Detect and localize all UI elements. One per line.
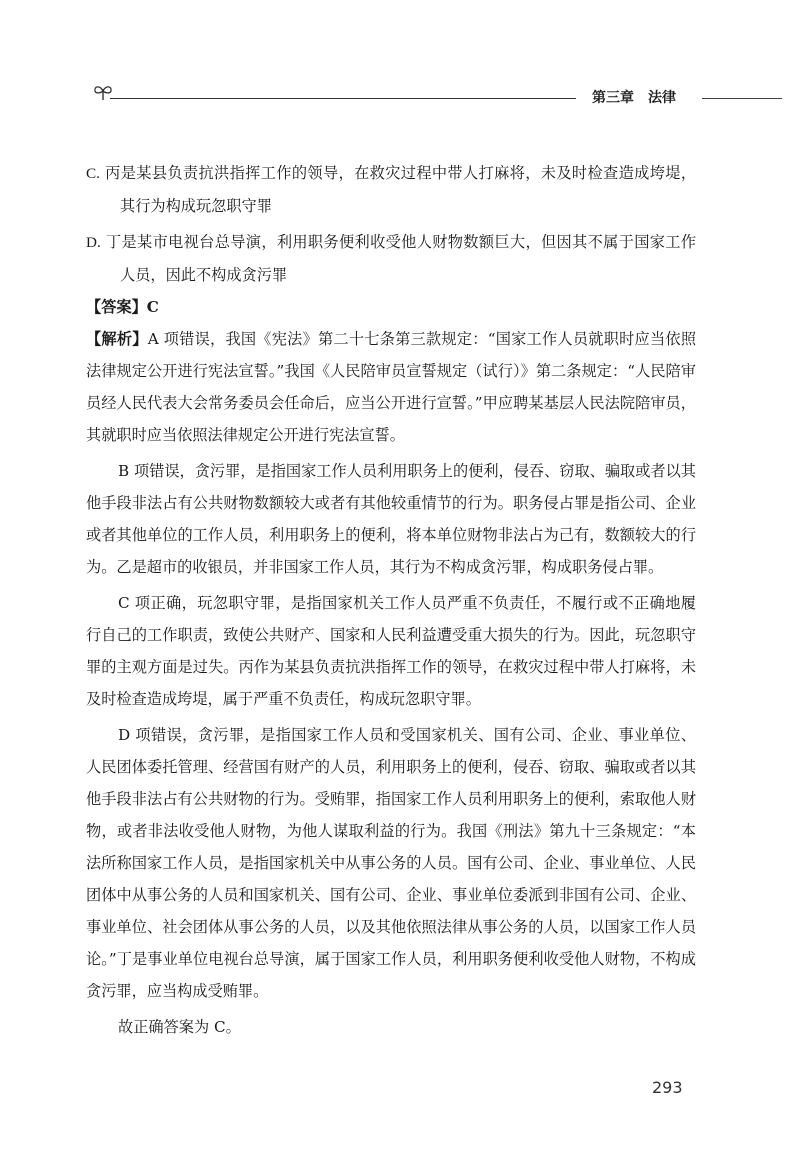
- option-d-letter: D.: [86, 234, 101, 251]
- header-rule-left: [110, 98, 576, 99]
- option-d: [86, 226, 696, 291]
- running-header: [92, 82, 792, 112]
- conclusion: 故正确答案为 C。: [118, 1018, 241, 1036]
- option-c-text: 丙是某县负责抗洪指挥工作的领导，在救灾过程中带人打麻将，未及时检查造成垮堤，其行为构成玩忽职守罪: [105, 164, 697, 215]
- answer-label: 【答案】: [86, 298, 147, 316]
- chapter-label: 第三章: [592, 90, 634, 106]
- header-rule-right: [702, 98, 782, 99]
- analysis-b: B 项错误，贪污罪，是指国家工作人员利用职务上的便利，侵吞、窃取、骗取或者以其他手段非法占有公共财物数额较大或者有其他较重情节的行为。职务侵占罪是指公司、企业或者其他单位的工作人员，利用职务上的便利，将本单位财物非法占为己有，数额较大的行为。乙是超市的收银员，并非国家工作人员，其行为不构成贪污罪，构成职务侵占罪。: [86, 462, 696, 576]
- chapter-title: [592, 87, 676, 107]
- chapter-name: 法律: [648, 90, 676, 106]
- analysis-c: C 项正确，玩忽职守罪，是指国家机关工作人员严重不负责任，不履行或不正确地履行自己的工作职责，致使公共财产、国家和人民利益遭受重大损失的行为。因此，玩忽职守罪的主观方面是过失。丙作为某县负责抗洪指挥工作的领导，在救灾过程中带人打麻将，未及时检查造成垮堤，属于严重不负责任，构成玩忽职守罪。: [86, 594, 696, 708]
- analysis-a-text: A 项错误，我国《宪法》第二十七条第三款规定：“国家工作人员就职时应当依照法律规定公开进行宪法宣誓。”我国《人民陪审员宣誓规定（试行）》第二条规定：“人民陪审员经人民代表大会常务委员会任命后，应当公开进行宣誓。”甲应聘某基层人民法院陪审员，其就职时应当依照法律规定公开进行宪法宣誓。: [86, 330, 697, 444]
- analysis-a: [86, 323, 696, 451]
- analysis-label: 【解析】: [86, 330, 148, 348]
- answer-value: C: [146, 298, 159, 316]
- page-content: [86, 157, 696, 1043]
- page-number: 293: [652, 1078, 683, 1097]
- analysis-d: D 项错误，贪污罪，是指国家工作人员和受国家机关、国有公司、企业、事业单位、人民团体委托管理、经营国有财产的人员，利用职务上的便利，侵吞、窃取、骗取或者以其他手段非法占有公共财物的行为。受贿罪，指国家工作人员利用职务上的便利，索取他人财物，或者非法收受他人财物，为他人谋取利益的行为。我国《刑法》第九十三条规定：“本法所称国家工作人员，是指国家机关中从事公务的人员。国有公司、企业、事业单位、人民团体中从事公务的人员和国家机关、国有公司、企业、事业单位委派到非国有公司、企业、事业单位、社会团体从事公务的人员，以及其他依照法律从事公务的人员，以国家工作人员论。”丁是事业单位电视台总导演，属于国家工作人员，利用职务便利收受他人财物，不构成贪污罪，应当构成受贿罪。: [86, 726, 696, 1000]
- option-d-text: 丁是某市电视台总导演，利用职务便利收受他人财物数额巨大，但因其不属于国家工作人员，因此不构成贪污罪: [105, 233, 697, 284]
- option-c: [86, 157, 696, 222]
- option-c-letter: C.: [86, 165, 100, 182]
- answer-line: [86, 291, 696, 323]
- sprout-icon: [92, 82, 114, 104]
